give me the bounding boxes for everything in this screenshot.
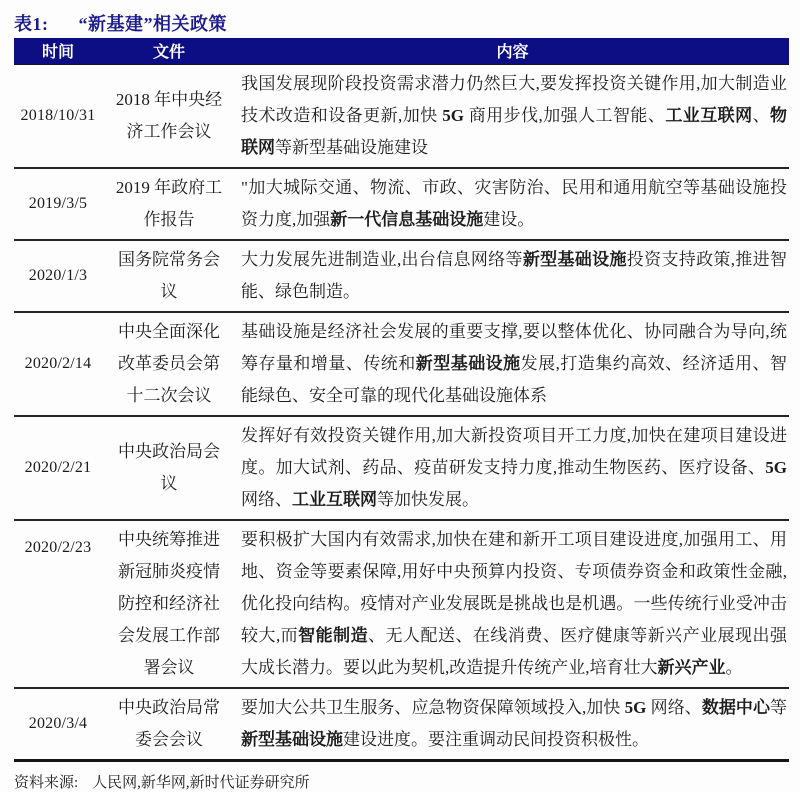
source-footer	[14, 771, 789, 792]
cell-content	[236, 312, 789, 416]
content-keyword: 5G	[765, 457, 787, 477]
cell-time: 2020/2/21	[24, 458, 92, 476]
content-text: 要加大公共卫生服务、应急物资保障领域投入,加快	[241, 697, 625, 717]
cell-file: 2018 年中央经济工作会议	[115, 89, 223, 141]
cell-content	[236, 64, 789, 168]
content-text: 我国发展现阶段投资需求潜力仍然巨大,要发挥投资关键作用,加大制造业技术改造和设备更新,加快	[241, 73, 787, 125]
content-keyword: 新兴产业	[657, 657, 726, 677]
content-text: 要积极扩大国内有效需求,加快在建和新开工项目建设进度,加强用工、用地、资金等要素保障,用好中央预算内投资、专项债券资金和政策性金融,优化投向结构。疫情对产业发展既是挑战也是机遇。一些传统行业受冲击较大,而	[241, 529, 787, 645]
cell-file: 2019 年政府工作报告	[115, 177, 223, 229]
content-keyword: 5G	[624, 697, 647, 717]
page-title: “新基建”相关政策	[78, 13, 227, 34]
table-number-label: 表1:	[14, 13, 49, 34]
content-keyword: 新型基础设施	[522, 249, 627, 269]
content-keyword: 新型基础设施	[415, 353, 521, 373]
table-row	[14, 520, 789, 688]
table-body	[14, 64, 789, 760]
source-text: 人民网,新华网,新时代证券研究所	[92, 774, 310, 791]
column-header-time: 时间	[14, 38, 102, 64]
cell-time: 2020/1/3	[28, 266, 88, 284]
content-keyword: 新型基础设施	[241, 729, 343, 749]
table-row	[14, 688, 789, 761]
content-text: 商用步伐,加强人工智能、	[464, 105, 666, 125]
content-keyword: 工业互联网	[665, 105, 753, 125]
content-keyword: 智能制造	[298, 625, 369, 645]
content-text: 基础设施是经济社会发展的重要支撑,要以整体优化、协同融合为导向,统筹存量和增量、传统和	[241, 321, 787, 373]
source-label: 资料来源:	[14, 774, 79, 791]
content-keyword: 数据中心	[701, 697, 771, 717]
cell-file: 中央政治局会议	[118, 441, 220, 493]
table-header	[14, 38, 789, 64]
table-row	[14, 312, 789, 416]
cell-time: 2020/3/4	[28, 714, 88, 732]
content-text: 、无人配送、在线消费、医疗健康等新兴产业展现出强大成长潜力。要以此为契机,改造提升传统产业,培育壮大	[241, 625, 788, 677]
content-text: 发挥好有效投资关键作用,加大新投资项目开工力度,加快在建项目建设进度。加大试剂、药品、疫苗研发支持力度,推动生物医药、医疗设备、	[241, 425, 787, 477]
table-row	[14, 240, 789, 312]
cell-time: 2018/10/31	[20, 106, 96, 124]
content-text: 网络、	[241, 489, 292, 509]
table-row	[14, 64, 789, 168]
content-text: "加大城际交通、物流、市政、灾害防治、民用和通用航空等基础设施投资力度,加强	[241, 177, 787, 229]
cell-file: 中央全面深化改革委员会第十二次会议	[118, 321, 220, 405]
column-header-content: 内容	[236, 38, 789, 64]
cell-file: 国务院常务会议	[118, 249, 220, 301]
content-keyword: 工业互联网	[292, 489, 377, 509]
cell-time: 2019/3/5	[28, 194, 88, 212]
content-text: 发展,打造集约高效、经济适用、智能绿色、安全可靠的现代化基础设施体系	[241, 353, 788, 405]
content-keyword: 新一代信息基础设施	[330, 209, 484, 229]
content-text: 。	[725, 657, 743, 677]
content-text: 建设进度。要注重调动民间投资积极性。	[343, 729, 649, 749]
cell-time: 2020/2/23	[24, 538, 92, 556]
cell-content	[236, 688, 789, 761]
content-text: 、	[752, 105, 771, 125]
column-header-file: 文件	[102, 38, 236, 64]
content-text: 等	[770, 697, 788, 717]
cell-content	[236, 520, 789, 688]
content-keyword: 5G	[442, 105, 465, 125]
table-header-row	[14, 38, 789, 64]
cell-content	[236, 416, 789, 520]
policy-table	[14, 38, 789, 762]
content-text: 网络、	[646, 697, 702, 717]
content-text: 建设。	[483, 209, 535, 229]
table-title	[14, 7, 789, 38]
cell-time: 2020/2/14	[24, 354, 92, 372]
cell-file: 中央统筹推进新冠肺炎疫情防控和经济社会发展工作部署会议	[118, 529, 220, 677]
content-text: 大力发展先进制造业,出台信息网络等	[241, 249, 523, 269]
content-text: 等新型基础设施建设	[275, 137, 428, 157]
cell-file: 中央政治局常委会会议	[118, 697, 220, 749]
content-text: 等加快发展。	[377, 489, 479, 509]
content-keyword: 物联网	[241, 105, 788, 157]
cell-content	[236, 168, 789, 240]
content-text: 投资支持政策,推进智能、绿色制造。	[241, 249, 787, 301]
cell-content	[236, 240, 789, 312]
table-row	[14, 168, 789, 240]
table-row	[14, 416, 789, 520]
